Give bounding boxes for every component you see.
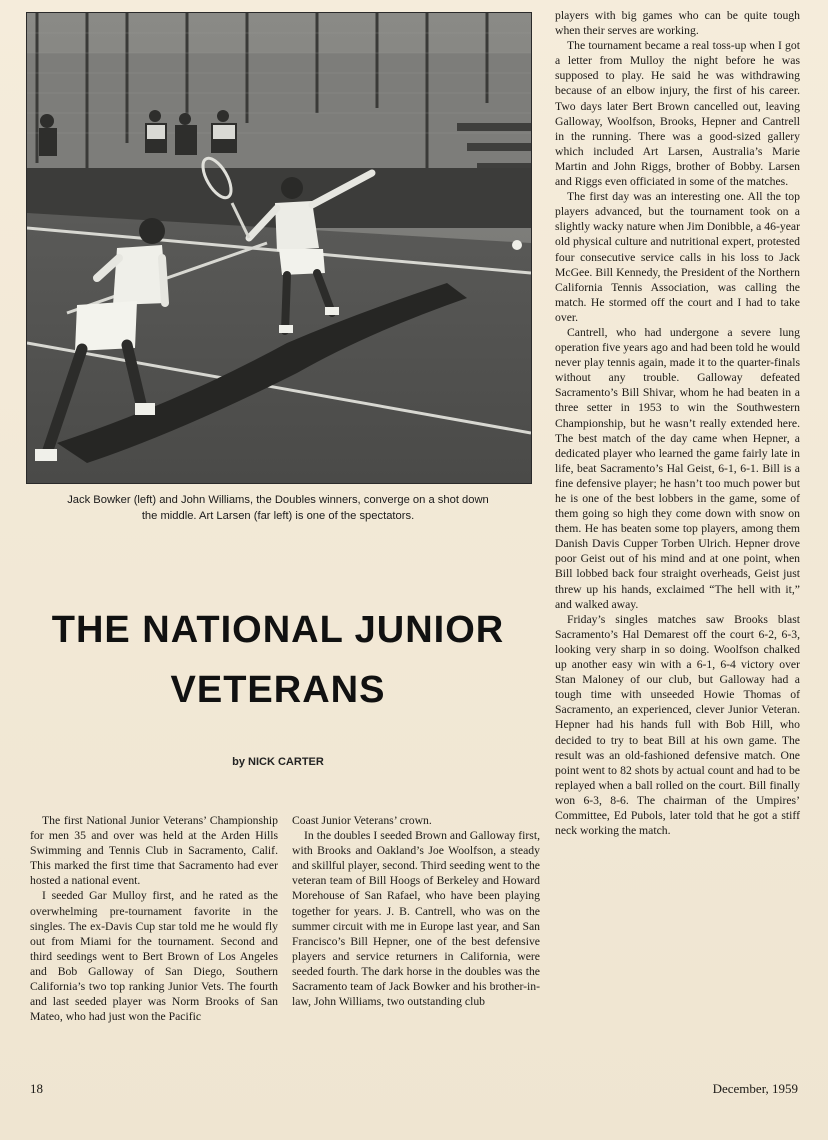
article-column-1 (30, 813, 278, 1024)
photo-caption (26, 492, 530, 524)
issue-date: December, 1959 (712, 1081, 798, 1096)
paragraph: Coast Junior Veterans’ crown. (292, 814, 432, 827)
tennis-photo-illustration (27, 13, 531, 483)
article-column-3 (555, 8, 800, 838)
paragraph: The first National Junior Veterans’ Championship for men 35 and over was held at the Arden Hills Swimming and Tennis Club in Sacramento, Calif. This marked the first time that Sacramento had ever hosted a national event. (30, 814, 278, 888)
paragraph: I seeded Gar Mulloy first, and he rated as the overwhelming pre-tournament favorite in the singles. The ex-Davis Cup star told me he would fly out from Miami for the tournament. Second and third seedings went to Bert Brown of Los Angeles and Bob Galloway of San Diego, Southern California’s two top ranking Junior Vets. The fourth and last seeded player was Norm Brooks of San Mateo, who had just won the Pacific (30, 889, 278, 1024)
paragraph: Friday’s singles matches saw Brooks blast Sacramento’s Hal Demarest off the court 6-2, 6-3, looking very sharp in so doing. Woolfson chalked up another easy win with a 6-1, 6-4 victory over Stan Maloney of our club, but Galloway had a tough time with unseeded Howie Thomas of Sacramento, an experienced, clever Junior Veteran. Hepner had his hands full with Bob Hill, who decided to try to beat Bill at his own game. The result was an old-fashioned defensive match. One point went to 82 shots by actual count and had to be replayed when a ball rolled on the court. Bill finally won 6-3, 8-6. The chairman of the Umpires’ Committee, Ed Pubols, later told that he got a stiff neck working the match. (555, 612, 800, 838)
page-number: 18 (30, 1081, 43, 1096)
paragraph: In the doubles I seeded Brown and Galloway first, with Brooks and Oakland’s Joe Woolfson, a steady and skillful player, second. Third seeding went to the veteran team of Bill Hoogs of Berkeley and Howard Morehouse of San Rafael, who have been playing together for years. J. B. Cantrell, who was on the summer circuit with me in Europe last year, and San Francisco’s Bill Hepner, one of the best defensive players and service returners in California, were seeded fourth. The dark horse in the doubles was the Sacramento team of Jack Bowker and his brother-in-law, John Williams, two outstanding club (292, 829, 540, 1009)
caption-line-1: Jack Bowker (left) and John Williams, the Doubles winners, converge on a shot down (67, 494, 489, 506)
headline-line-1: THE NATIONAL JUNIOR (51, 609, 505, 651)
article-column-2 (292, 813, 540, 1009)
paragraph: players with big games who can be quite tough when their serves are working. (555, 9, 800, 38)
caption-line-2: the middle. Art Larsen (far left) is one of the spectators. (141, 510, 415, 522)
paragraph: The first day was an interesting one. All the top players advanced, but the tournament took on a slightly wacky nature when Jim Donibble, a 46-year old physical culture and nutritional expert, protested four consecutive service calls in his loss to Jack McGee. Bill Kennedy, the President of the Northern California Tennis Association, was calling the match. He stormed off the court and I had to take over. (555, 190, 800, 324)
byline: by NICK CARTER (232, 756, 324, 768)
paragraph: Cantrell, who had undergone a severe lung operation five years ago and had been told he would never play tennis again, made it to the quarter-finals without any trouble. Galloway defeated Sacramento’s Bill Shivar, whom he had beaten in a three setter in 1953 to win the Southwestern Championship, but he wasn’t really extended here. The best match of the day came when Hepner, a dedicated player who learned the game fairly late in life, beat Sacramento’s Hal Geist, 6-1, 6-1. Bill is a fine defensive player; he hasn’t too much power but he is one of the best lobbers in the game, some of them going so high they come down with snow on them. He has beaten some top players, among them Danish Davis Cupper Torben Ulrich. Hepner drove poor Geist out of his mind and at one point, when Bill lobbed back four straight overheads, Geist just threw up his hands, exclaimed “The hell with it,” and walked away. (555, 325, 800, 611)
article-headline (20, 600, 536, 720)
paragraph: The tournament became a real toss-up when I got a letter from Mulloy the night before he was supposed to play. He said he was withdrawing because of an elbow injury, the first of his career. Two days later Bert Brown cancelled out, leaving Galloway, Woolfson, Brooks, Hepner and Cantrell in the running. There was a good-sized gallery which included Art Larsen, Australia’s Marie Martin and John Riggs, brother of Bobby. Larsen and Riggs even officiated in some of the matches. (555, 39, 800, 189)
tennis-photo (26, 12, 532, 484)
headline-line-2: VETERANS (170, 669, 386, 711)
